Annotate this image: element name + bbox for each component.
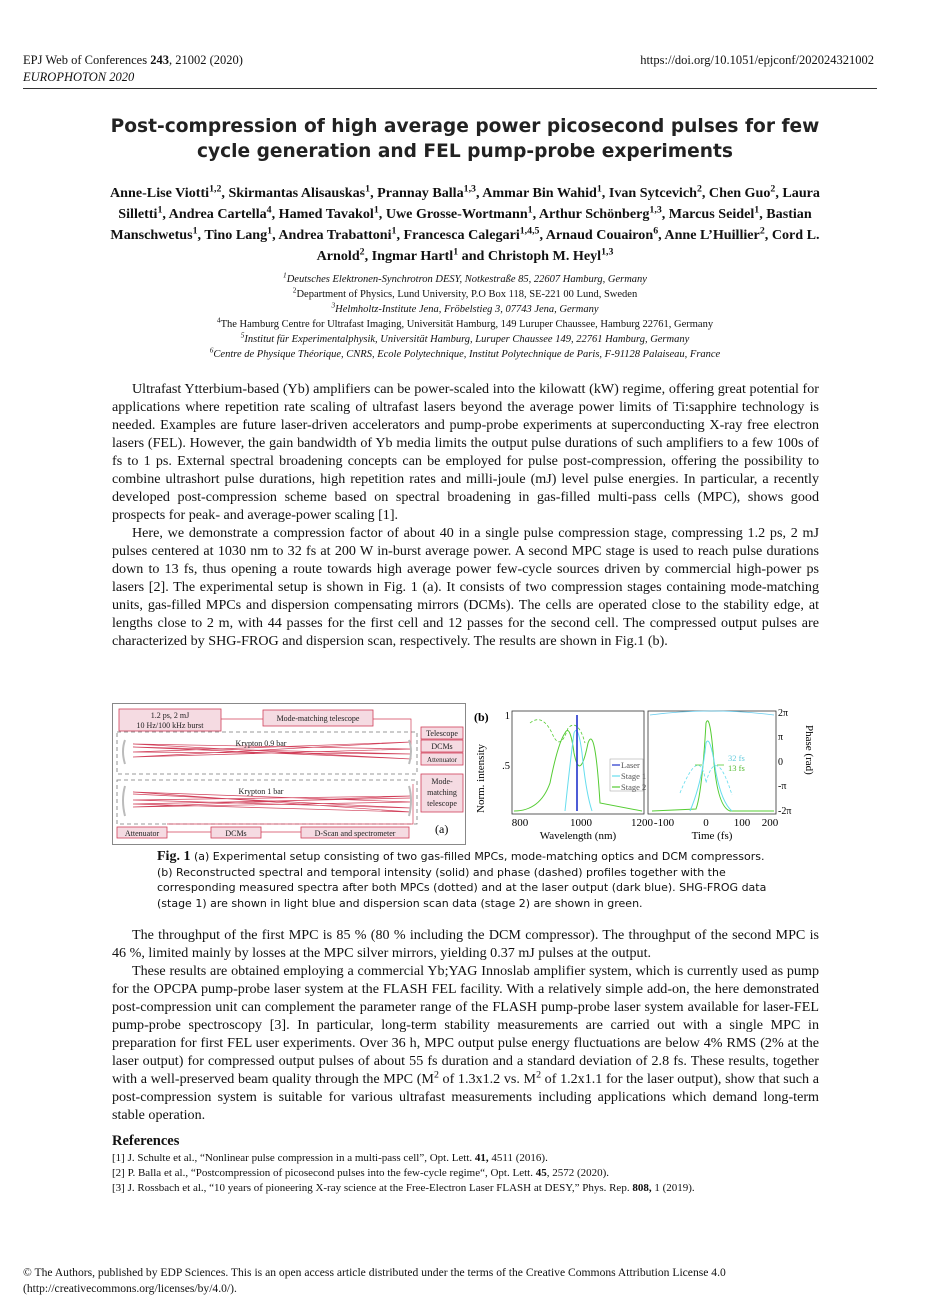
affiliation (60, 332, 870, 347)
ytick-right: π (778, 732, 784, 743)
label-telescope: Telescope (426, 729, 458, 738)
author-affiliation-mark: 1 (596, 183, 602, 195)
figure-1a-setup (112, 703, 466, 845)
affiliation-text: Centre de Physique Théorique, CNRS, Ecole Polytechnique, Institut Polytechnique de Paris, F-91128 Palaiseau, France (213, 349, 721, 360)
label-dcms: DCMs (431, 742, 453, 751)
affiliation-text: Department of Physics, Lund University, P.O Box 118, SE-221 00 Lund, Sweden (296, 289, 638, 300)
figure-1 (112, 703, 819, 845)
superscript: 2 (433, 1069, 439, 1081)
legend-stage1: Stage 1 (621, 771, 647, 781)
affiliation-text: Helmholtz-Institute Jena, Fröbelstieg 3, 07743 Jena, Germany (335, 304, 599, 315)
author-affiliation-mark: 1,2 (209, 183, 222, 195)
label-mm2-2: matching (427, 788, 457, 797)
journal-name: EPJ Web of Conferences (23, 53, 151, 67)
author-affiliation-mark: 1 (527, 204, 533, 216)
author-name: Arnaud Couairon (545, 227, 654, 243)
caption-label: Fig. 1 (157, 849, 191, 864)
panel-label-a: (a) (435, 822, 449, 836)
author-list: Anne-Lise Viotti$^{1,2}$, Skirmantas Alisauskas$^1$, Prannay Balla$^{1,3}$, Ammar Bin Wahid$^1$, Ivan Sytcevich$^2$, Chen Guo$^2$, Laura Silletti$^1$, Andrea Cartella$^4$, Hamed Tavakol$^1$, Uwe Grosse-Wortmann$^1$, Arthur Schönberg$^{1,3}$, Marcus Seidel$^1$, Bastian Manschwetus$^1$, Tino Lang$^1$, Andrea Trabattoni$^1$, Francesca Calegari$^{1,4,5}$, Arnaud Couairon$^6$, Anne L’Huillier$^2$, Cord L. Arnold$^2$, Ingmar Hartl$^1$ and Christoph M. Heyl$^{1,3}$ (110, 183, 820, 264)
author-affiliation-mark: 1,3 (649, 204, 662, 216)
journal-volume: 243 (150, 53, 169, 67)
author-affiliation-mark: 1 (453, 246, 459, 258)
label-mode-matching: Mode-matching telescope (276, 714, 360, 723)
label-attenuator: Attenuator (427, 756, 457, 764)
annotation-13fs: 13 fs (728, 763, 745, 773)
author-affiliation-mark: 2 (359, 246, 365, 258)
ytick-left: 1 (504, 711, 510, 722)
author-name: Christoph M. Heyl (487, 248, 602, 264)
reference-item (112, 1151, 819, 1166)
paragraph: The throughput of the first MPC is 85 % (80 % including the DCM compressor). The throughput of the second MPC is 46 %, limited mainly by losses at the MPC silver mirrors, yielding 0.37 mJ pulses at the output. (112, 927, 819, 961)
label-source-2: 10 Hz/100 kHz burst (136, 721, 204, 730)
author-affiliation-mark: 1 (192, 225, 198, 237)
reference-text: 4511 (2016). (488, 1152, 548, 1164)
pulse-plots (470, 703, 818, 843)
affiliation (60, 272, 870, 287)
reference-item (112, 1181, 819, 1196)
xtick-right: 0 (703, 817, 709, 829)
affiliation-mark: 6 (209, 345, 214, 355)
ytick-right: -π (778, 781, 787, 792)
ytick-right: -2π (778, 806, 792, 817)
author-name: Chen Guo (708, 185, 771, 201)
author-affiliation-mark: 1 (754, 204, 760, 216)
superscript: 2 (536, 1069, 542, 1081)
author-name: Tino Lang (204, 227, 268, 243)
title-line: Post-compression of high average power picosecond pulses for few (110, 116, 820, 137)
author-name: Ingmar Hartl (371, 248, 454, 264)
body-text-bottom (112, 926, 819, 1124)
author-name: Skirmantas Alisauskas (228, 185, 366, 201)
author-name: Uwe Grosse-Wortmann (385, 206, 528, 222)
author-affiliation-mark: 1,3 (601, 246, 614, 258)
figure-caption (157, 849, 777, 911)
title-line: cycle generation and FEL pump-probe experiments (197, 141, 733, 162)
xtick-right: 100 (733, 817, 751, 829)
author-affiliation-mark: 2 (770, 183, 776, 195)
conference-name: EUROPHOTON 2020 (23, 70, 135, 84)
author-name: Anne L’Huillier (664, 227, 760, 243)
author-affiliation-mark: 1 (267, 225, 273, 237)
author-name: Marcus Seidel (668, 206, 755, 222)
xtick-left: 1200 (631, 817, 653, 829)
panel-label-b: (b) (474, 710, 489, 724)
author-affiliation-mark: 1,3 (463, 183, 476, 195)
paragraph-part: These results are obtained employing a commercial Yb;YAG Innoslab amplifier system, which is currently used as pump for the OPCPA pump-probe laser system at the FLASH FEL facility. With a relatively simple add-on, the here demonstrated post-compression unit can complement the parameter range of the FLASH pump-probe laser system available for laser-FEL pump-probe spectroscopy [3]. In particular, long-term stability measurements are carried out with a single MPC in preparation for first FEL user experiments. Over 36 h, MPC output pulse energy fluctuations are below 4% RMS (2% at the laser output) for compressed output pulses of about 55 fs duration and a standard deviation of 2.8 fs. These results, together with a well-preserved beam quality through the MPC (M (112, 963, 819, 1087)
paragraph: Ultrafast Ytterbium-based (Yb) amplifiers can be power-scaled into the kilowatt (kW) regime, offering great potential for applications where repetition rate scaling of ultrafast lasers beyond the average power limits of Ti:sapphire technology is needed. Examples are future laser-driven accelerators and pump-probe experiments at superconducting X-ray free electron lasers (FEL). However, the gain bandwidth of Yb media limits the output pulse durations of such amplifiers to a few 100s of fs to 1 ps. External spectral broadening concepts can be employed for pulse post-compression, offering the possibility to combine ultrashort pulse durations, high repetition rates and milli-joule (mJ) level pulse energies. In particular, a recently developed post-compression scheme based on spectral broadening in gas-filled multi-pass cells (MPC), shows good prospects for peak- and average-power scaling [1]. (112, 381, 819, 523)
reference-list (112, 1151, 819, 1196)
xtick-left: 1000 (570, 817, 592, 829)
reference-volume: 45 (535, 1167, 547, 1179)
author-name: Anne-Lise Viotti (110, 185, 210, 201)
author-name: Francesca Calegari (403, 227, 520, 243)
affiliation-text: Deutsches Elektronen-Synchrotron DESY, Notkestraße 85, 22607 Hamburg, Germany (286, 274, 647, 285)
ytick-right: 2π (778, 708, 789, 719)
author-name: Andrea Trabattoni (278, 227, 392, 243)
label-gas-2: Krypton 1 bar (238, 787, 284, 796)
author-affiliation-mark: 4 (266, 204, 272, 216)
doi-link[interactable]: https://doi.org/10.1051/epjconf/202024321002 (640, 53, 874, 67)
author-name: Hamed Tavakol (278, 206, 374, 222)
reference-volume: 41, (474, 1152, 489, 1164)
references-heading: References (112, 1133, 180, 1149)
affiliation (60, 287, 870, 302)
legend-laser: Laser (621, 760, 640, 770)
paragraph: Here, we demonstrate a compression factor of about 40 in a single pulse compression stage, compressing 1.2 ps, 2 mJ pulses centered at 1030 nm to 32 fs at 200 W in-burst average power. A second MPC stage is used to reach pulse durations down to 13 fs, thus opening a route towards high average power few-cycle sources driven by commercial high-power ps lasers [2]. The experimental setup is shown in Fig. 1 (a). It consists of two compression stages containing mode-matching units, gas-filled MPCs and dispersion compensating mirrors (DCMs). The cells are operated close to the stability edge, at lengths close to 2 m, with 44 passes for the first cell and 12 passes for the second cell. The compressed output pulses are characterized by SHG-FROG and dispersion scan, respectively. The results are shown in Fig.1 (b). (112, 525, 819, 649)
legend-stage2: Stage 2 (621, 782, 647, 792)
author-affiliation-mark: 1 (391, 225, 397, 237)
reference-text: , 2572 (2020). (546, 1167, 610, 1179)
label-gas-1: Krypton 0.9 bar (235, 739, 287, 748)
author-affiliation-mark: 6 (653, 225, 659, 237)
affiliation-mark: 3 (331, 300, 336, 310)
figure-1b-plots (470, 703, 818, 843)
ytick-left: .5 (502, 761, 510, 772)
author-name: Prannay Balla (377, 185, 464, 201)
ylabel-right: Phase (rad) (803, 725, 815, 775)
label-dcms-bottom: DCMs (225, 829, 247, 838)
author-affiliation-mark: 2 (696, 183, 702, 195)
affiliation (60, 302, 870, 317)
affiliation-mark: 1 (283, 270, 287, 280)
label-mm2-1: Mode- (431, 777, 453, 786)
author-affiliation-mark: 1,4,5 (519, 225, 540, 237)
affiliation (60, 347, 870, 362)
affiliation-mark: 4 (216, 315, 221, 325)
author-affiliation-mark: 1 (157, 204, 163, 216)
affiliation-text: The Hamburg Centre for Ultrafast Imaging, Universität Hamburg, 149 Luruper Chaussee, Hamburg 22761, Germany (220, 319, 714, 330)
author-name: Ammar Bin Wahid (482, 185, 597, 201)
journal-issue: , 21002 (2020) (168, 53, 243, 67)
temporal-plot-frame (648, 711, 776, 814)
caption-text: (a) Experimental setup consisting of two gas-filled MPCs, mode-matching optics and DCM compressors. (b) Reconstructed spectral and temporal intensity (solid) and phase (dashed) profiles together with the corresponding measured spectra after both MPCs (dotted) and at the laser output (dark blue). SHG-FROG data (stage 1) are shown in light blue and dispersion scan data (stage 2) are shown in green. (157, 850, 767, 910)
author-affiliation-mark: 1 (373, 204, 379, 216)
author-name: Ivan Sytcevich (608, 185, 697, 201)
license-footer (23, 1265, 883, 1297)
affiliation-mark: 5 (240, 330, 245, 340)
license-link[interactable]: (http://creativecommons.org/licenses/by/4.0/). (23, 1282, 237, 1295)
xtick-right: -100 (653, 817, 675, 829)
author-name: Laura Silletti (118, 185, 820, 222)
setup-diagram (113, 704, 465, 844)
ylabel-left: Norm. intensity (475, 743, 487, 813)
label-mm2-3: telescope (427, 799, 457, 808)
license-text: © The Authors, published by EDP Sciences. This is an open access article distributed under the terms of the Creative Commons Attribution License 4.0 (23, 1266, 726, 1279)
body-text-top (112, 380, 819, 650)
paper-title (60, 114, 870, 164)
author-affiliation-mark: 1 (365, 183, 371, 195)
author-name: Cord L. Arnold (316, 227, 820, 264)
xtick-right: 200 (761, 817, 779, 829)
reference-volume: 808, (632, 1182, 652, 1194)
reference-text: [1] J. Schulte et al., “Nonlinear pulse compression in a multi-pass cell”, Opt. Lett. (112, 1152, 475, 1164)
affiliation-text: Institut für Experimentalphysik, Universität Hamburg, Luruper Chaussee 149, 22761 Hamburg, Germany (244, 334, 690, 345)
author-name: Arthur Schönberg (538, 206, 650, 222)
reference-text: [2] P. Balla et al., “Postcompression of picosecond pulses into the few-cycle regime“, Opt. Lett. (112, 1167, 536, 1179)
xlabel-left: Wavelength (nm) (539, 830, 617, 842)
paragraph-part: of 1.3x1.2 vs. M (438, 1071, 537, 1087)
author-name: Bastian Manschwetus (110, 206, 812, 243)
affiliation-mark: 2 (292, 285, 297, 295)
author-name: Andrea Cartella (168, 206, 267, 222)
annotation-32fs: 32 fs (728, 753, 745, 763)
label-source-1: 1.2 ps, 2 mJ (150, 711, 190, 720)
label-dscan: D-Scan and spectrometer (314, 829, 396, 838)
xlabel-right: Time (fs) (691, 830, 733, 842)
ytick-right: 0 (778, 757, 783, 768)
author-affiliation-mark: 2 (759, 225, 765, 237)
reference-item (112, 1166, 819, 1181)
affiliation-list (60, 272, 870, 362)
xtick-left: 800 (511, 817, 529, 829)
label-attenuator-bottom: Attenuator (124, 829, 160, 838)
paragraph (112, 962, 819, 1124)
paragraph-part: of 1.2x1.1 for the laser output), show that such a post-compression system is suitable for various ultrafast measurements including applications which demand long-term stable operation. (112, 1071, 819, 1123)
header-divider (23, 88, 877, 89)
reference-text: [3] J. Rossbach et al., “10 years of pioneering X-ray science at the Free-Electron Laser FLASH at DESY,” Phys. Rep. (112, 1182, 633, 1194)
affiliation (60, 317, 870, 332)
running-header (23, 52, 243, 86)
reference-text: 1 (2019). (651, 1182, 695, 1194)
